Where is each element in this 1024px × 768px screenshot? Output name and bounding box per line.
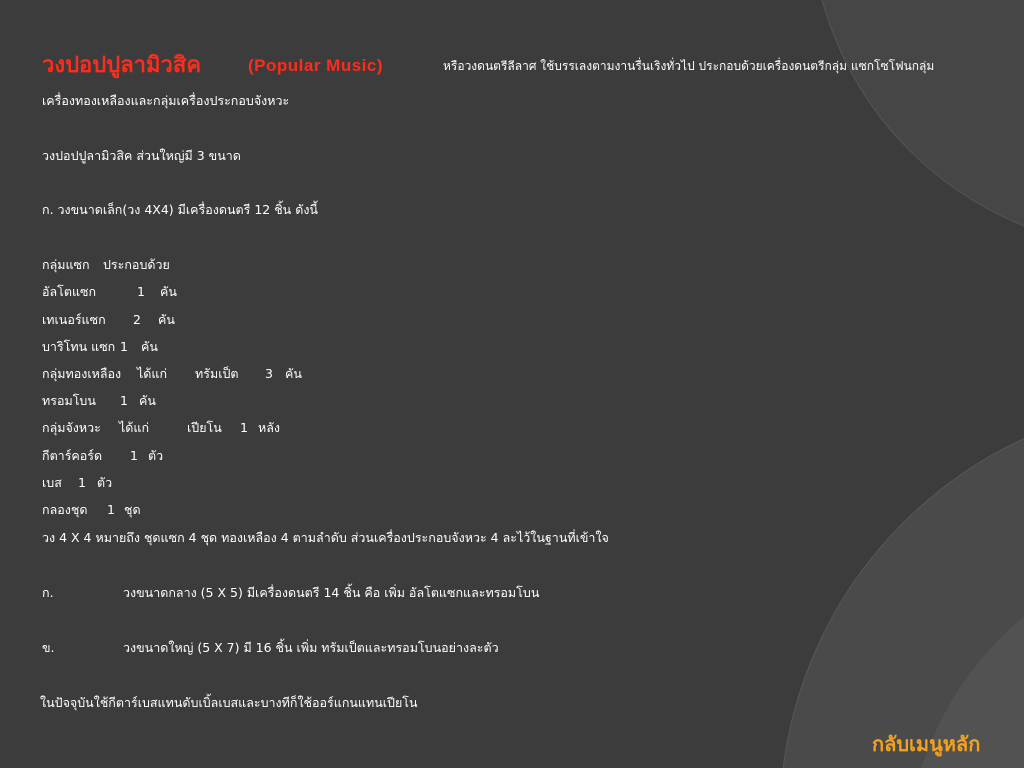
medium-band-text: วงขนาดกลาง (5 X 5) มีเครื่องดนตรี 14 ชิ้น คือ เพิ่ม อัลโตแซกและทรอมโบน	[123, 585, 540, 600]
instrument-unit: ชุด	[124, 502, 141, 517]
instrument-count: 1	[107, 502, 115, 517]
instrument-row-drum-set	[0, 501, 1024, 519]
slide-title-thai: วงปอปปูลามิวสิค	[42, 53, 202, 78]
heading-row	[0, 51, 1024, 81]
instrument-unit: คัน	[141, 339, 158, 354]
instrument-unit: ตัว	[148, 448, 164, 463]
instrument-count: 1	[240, 420, 248, 435]
instrument-unit: คัน	[158, 312, 175, 327]
instrument-count: 1	[130, 448, 138, 463]
instrument-row-alto-sax	[0, 283, 1024, 301]
band-size-note: วง 4 X 4 หมายถึง ชุดแซก 4 ชุด ทองเหลือง 4 ตามลำดับ ส่วนเครื่องประกอบจังหวะ 4 ละไว้ในฐานที่เข้าใจ	[42, 530, 609, 545]
group-label: กลุ่มทองเหลือง	[42, 366, 122, 381]
instrument-row-chord-guitar	[0, 447, 1024, 465]
band-sizes-intro: วงปอปปูลามิวสิค ส่วนใหญ่มี 3 ขนาด	[42, 148, 241, 163]
instrument-name: อัลโตแซก	[42, 284, 97, 299]
instrument-name: กีตาร์คอร์ด	[42, 448, 103, 463]
instrument-unit: คัน	[160, 284, 177, 299]
footnote: ในปัจจุบันใช้กีตาร์เบสแทนดับเบิ้ลเบสและบางทีก็ใช้ออร์แกนแทนเปียโน	[40, 695, 418, 710]
instrument-unit: คัน	[139, 393, 156, 408]
instrument-unit: หลัง	[258, 420, 281, 435]
instrument-count: 1	[120, 393, 128, 408]
group-detail: ได้แก่	[137, 366, 168, 381]
instrument-row-tenor-sax	[0, 311, 1024, 329]
instrument-name: เบส	[42, 475, 62, 490]
large-band-text: วงขนาดใหญ่ (5 X 7) มี 16 ชิ้น เพิ่ม ทรัมเป็ตและทรอมโบนอย่างละตัว	[123, 640, 499, 655]
instrument-count: 1	[120, 339, 128, 354]
instrument-row-trombone	[0, 392, 1024, 410]
instrument-count: 1	[78, 475, 86, 490]
large-band-row	[0, 639, 1024, 657]
medium-band-label: ก.	[42, 585, 54, 600]
instrument-row-brass-group	[0, 365, 1024, 383]
instrument-count: 3	[265, 366, 273, 381]
instrument-row-rhythm-group	[0, 419, 1024, 437]
instrument-name: เทเนอร์แซก	[42, 312, 106, 327]
large-band-label: ข.	[42, 640, 55, 655]
slide-title-english: (Popular Music)	[248, 56, 384, 75]
instrument-name: ทรอมโบน	[42, 393, 96, 408]
instrument-row-bass	[0, 474, 1024, 492]
instrument-unit: ตัว	[97, 475, 113, 490]
instrument-name: บาริโทน แซก	[42, 339, 116, 354]
instrument-name: กลองชุด	[42, 502, 88, 517]
instrument-count: 2	[133, 312, 141, 327]
instrument-name: เปียโน	[187, 420, 222, 435]
instrument-name: ทรัมเป็ต	[195, 366, 239, 381]
intro-description-line-2: เครื่องทองเหลืองและกลุ่มเครื่องประกอบจังหวะ	[42, 93, 290, 108]
group-label: กลุ่มจังหวะ	[42, 420, 101, 435]
group-detail: ได้แก่	[119, 420, 150, 435]
instrument-count: 1	[137, 284, 145, 299]
intro-description-line-1: หรือวงดนตรีลีลาศ ใช้บรรเลงตามงานรื่นเริงทั่วไป ประกอบด้วยเครื่องดนตรีกลุ่ม แซกโซโฟนกลุ่ม	[443, 59, 935, 73]
small-band-heading: ก. วงขนาดเล็ก(วง 4X4) มีเครื่องดนตรี 12 ชิ้น ดังนี้	[42, 202, 318, 217]
group-label: กลุ่มแซก	[42, 257, 90, 272]
instrument-row-baritone-sax	[0, 338, 1024, 356]
instrument-row-sax-group	[0, 256, 1024, 274]
instrument-unit: คัน	[285, 366, 302, 381]
medium-band-row	[0, 584, 1024, 602]
group-detail: ประกอบด้วย	[103, 257, 170, 272]
back-to-main-menu-link[interactable]: กลับเมนูหลัก	[872, 732, 981, 756]
